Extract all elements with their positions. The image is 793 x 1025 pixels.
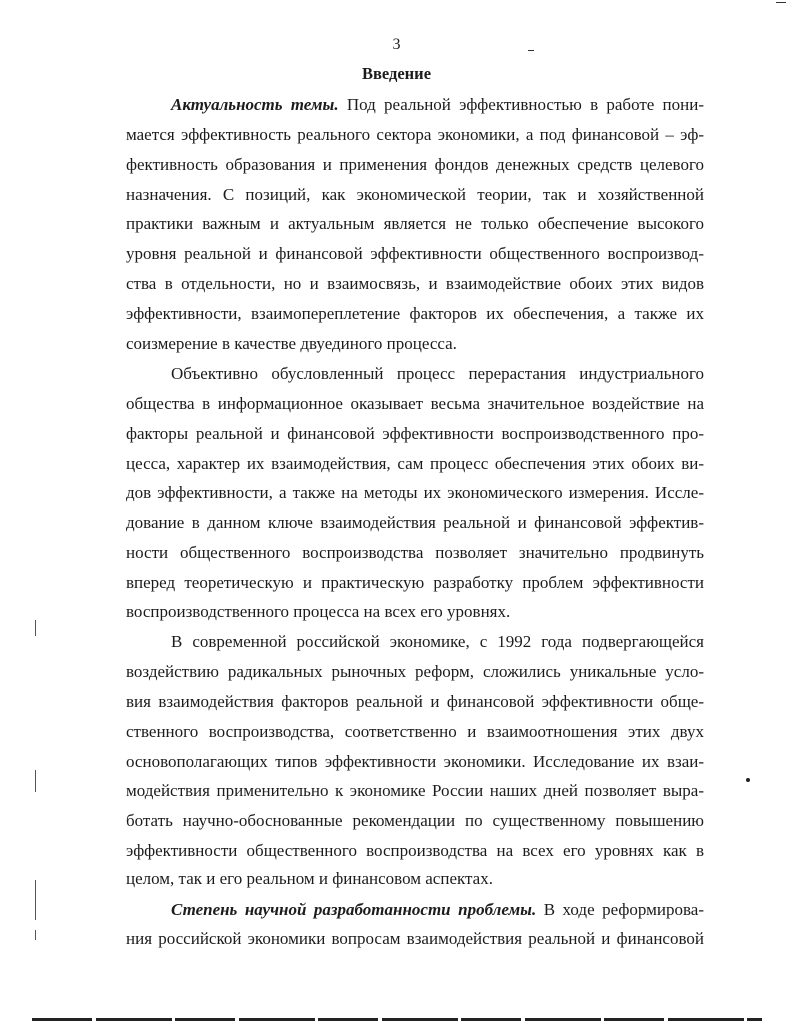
text-line: дов эффективности, а также на методы их экономического измерения. Иссле- xyxy=(126,483,704,502)
lead-phrase: Актуальность темы. xyxy=(171,95,339,114)
text-line: модействия применительно к экономике России наших дней позволяет выра- xyxy=(126,781,704,800)
text-line: Степень научной разработанности проблемы. В ходе реформирова- xyxy=(171,900,704,919)
page-number: 3 xyxy=(392,36,401,53)
text-line: соизмерение в качестве двуединого процесса. xyxy=(126,334,457,353)
text-line: эффективности, взаимопереплетение факторов их обеспечения, а также их xyxy=(126,304,704,323)
text-line: мается эффективность реального сектора экономики, а под финансовой – эф- xyxy=(126,125,704,144)
text-line: вия взаимодействия факторов реальной и финансовой эффективности обще- xyxy=(126,692,704,711)
text-line: ственного воспроизводства, соответственно и взаимоотношения этих двух xyxy=(126,722,704,741)
scan-artifact xyxy=(776,2,786,3)
lead-phrase: Степень научной разработанности проблемы. xyxy=(171,900,537,919)
bottom-rule xyxy=(32,1018,762,1021)
text-line: назначения. С позиций, как экономической теории, так и хозяйственной xyxy=(126,185,704,204)
text-line: ботать научно-обоснованные рекомендации по существенному повышению xyxy=(126,811,704,830)
text-line: вперед теоретическую и практическую разработку проблем эффективности xyxy=(126,573,704,592)
text-line: практики важным и актуальным является не только обеспечение высокого xyxy=(126,214,704,233)
scan-artifact xyxy=(35,620,36,636)
scan-artifact xyxy=(528,50,534,51)
text-line: Объективно обусловленный процесс перерастания индустриального xyxy=(171,364,704,383)
text-line: ности общественного воспроизводства позволяет значительно продвинуть xyxy=(126,543,704,562)
text-line: основополагающих типов эффективности экономики. Исследование их взаи- xyxy=(126,752,704,771)
text-line: эффективности общественного воспроизводства на всех его уровнях как в xyxy=(126,841,704,860)
page-title: Введение xyxy=(361,64,432,83)
text-line: ния российской экономики вопросам взаимодействия реальной и финансовой xyxy=(126,929,704,948)
text-line: ства в отдельности, но и взаимосвязь, и взаимодействие обоих этих видов xyxy=(126,274,704,293)
scan-artifact xyxy=(35,770,36,792)
scan-artifact xyxy=(746,778,750,782)
scan-artifact xyxy=(35,930,36,940)
text-line: дование в данном ключе взаимодействия реальной и финансовой эффектив- xyxy=(126,513,704,532)
text-line: Актуальность темы. Под реальной эффективностью в работе пони- xyxy=(171,95,705,114)
text-line: целом, так и его реальном и финансовом аспектах. xyxy=(126,869,493,888)
text-line: фективность образования и применения фондов денежных средств целевого xyxy=(126,155,704,174)
text-line: цесса, характер их взаимодействия, сам процесс обеспечения этих обоих ви- xyxy=(126,454,704,473)
text-line: факторы реальной и финансовой эффективности воспроизводственного про- xyxy=(126,424,704,443)
text-line: воспроизводственного процесса на всех его уровнях. xyxy=(126,602,511,621)
scan-artifact xyxy=(35,880,36,920)
text-line: воздействию радикальных рыночных реформ, сложились уникальные усло- xyxy=(126,662,704,681)
text-line: общества в информационное оказывает весьма значительное воздействие на xyxy=(126,394,704,413)
text-line: уровня реальной и финансовой эффективности общественного воспроизвод- xyxy=(126,244,704,263)
text-line: В современной российской экономике, с 1992 года подвергающейся xyxy=(171,632,704,651)
